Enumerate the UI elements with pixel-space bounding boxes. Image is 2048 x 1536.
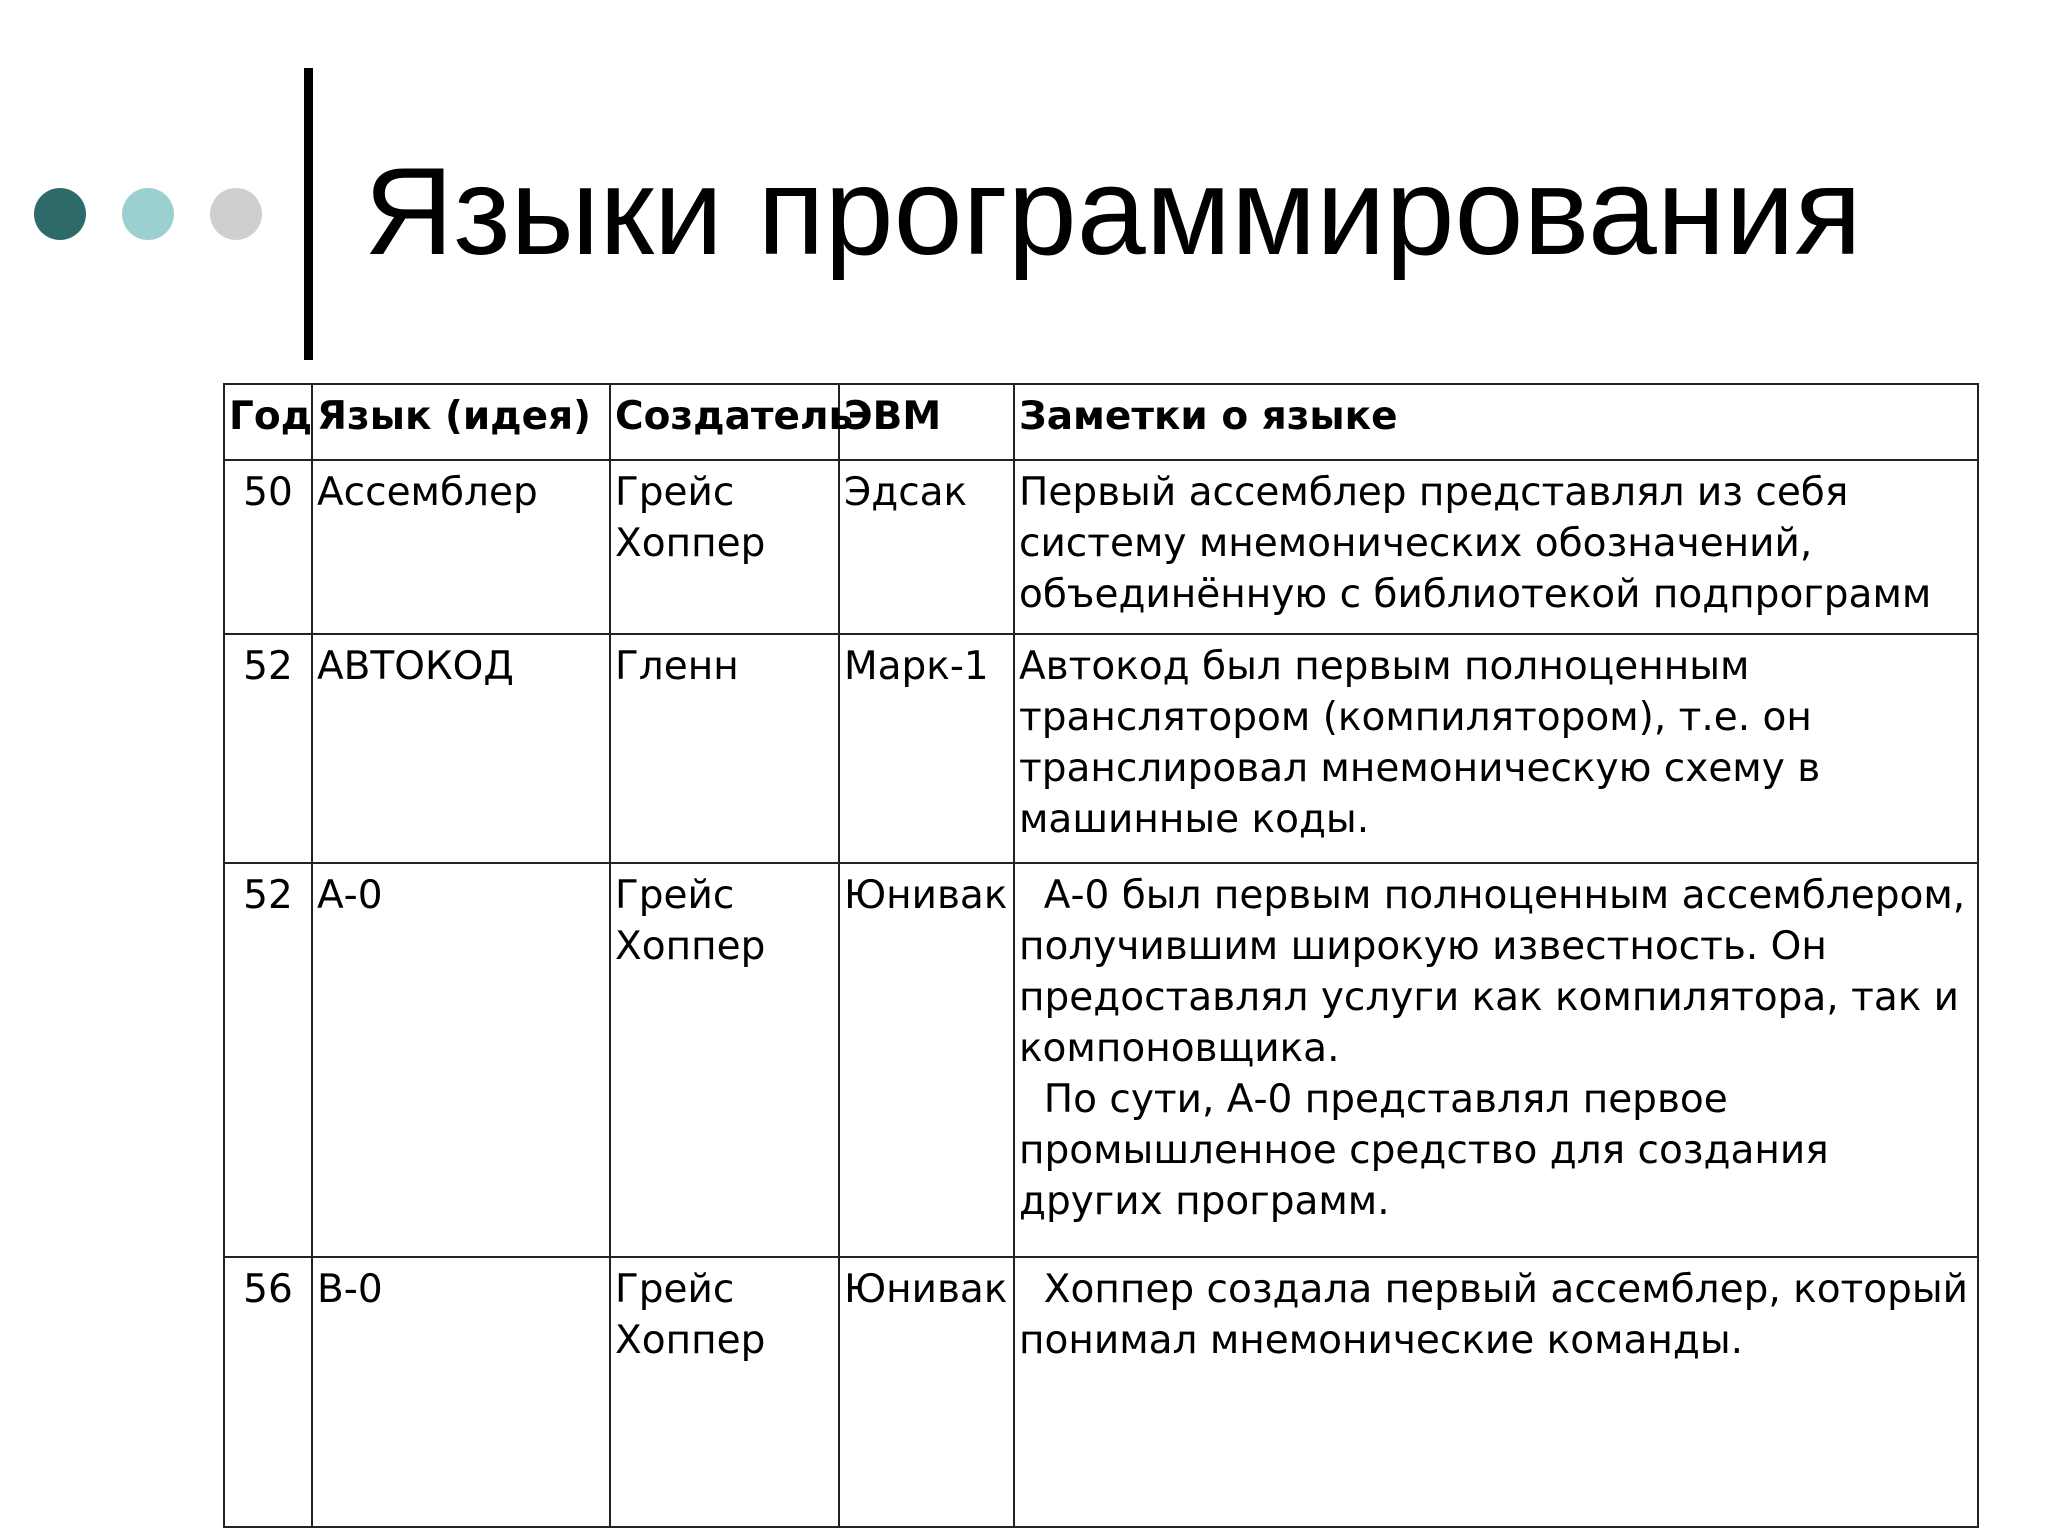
decorative-dots	[34, 188, 262, 240]
dot-gray	[210, 188, 262, 240]
header-computer: ЭВМ	[839, 384, 1014, 460]
table-header-row	[224, 384, 1978, 460]
cell-notes: Автокод был первым полноценным транслятором (компилятором), т.е. он транслировал мнемоническую схему в машинные коды.	[1014, 634, 1978, 863]
cell-computer: Юнивак	[839, 1257, 1014, 1527]
cell-year: 56	[224, 1257, 312, 1527]
dot-dark-teal	[34, 188, 86, 240]
header-creator: Создатель	[610, 384, 839, 460]
cell-creator: Грейс Хоппер	[610, 460, 839, 634]
cell-language: А-0	[312, 863, 610, 1257]
languages-table	[223, 383, 1979, 1528]
cell-year: 50	[224, 460, 312, 634]
cell-language: АВТОКОД	[312, 634, 610, 863]
cell-computer: Эдсак	[839, 460, 1014, 634]
cell-creator: Гленн	[610, 634, 839, 863]
header-language: Язык (идея)	[312, 384, 610, 460]
table-row	[224, 460, 1978, 634]
table-row	[224, 1257, 1978, 1527]
cell-computer: Юнивак	[839, 863, 1014, 1257]
cell-year: 52	[224, 634, 312, 863]
cell-language: В-0	[312, 1257, 610, 1527]
title-divider	[304, 68, 313, 360]
table-row	[224, 634, 1978, 863]
table-row	[224, 863, 1978, 1257]
dot-light-teal	[122, 188, 174, 240]
cell-computer: Марк-1	[839, 634, 1014, 863]
header-notes: Заметки о языке	[1014, 384, 1978, 460]
cell-creator: Грейс Хоппер	[610, 1257, 839, 1527]
cell-year: 52	[224, 863, 312, 1257]
slide-title: Языки программирования	[364, 143, 1862, 281]
cell-notes: Хоппер создала первый ассемблер, который понимал мнемонические команды.	[1014, 1257, 1978, 1527]
cell-language: Ассемблер	[312, 460, 610, 634]
cell-creator: Грейс Хоппер	[610, 863, 839, 1257]
cell-notes: Первый ассемблер представлял из себя систему мнемонических обозначений, объединённую с библиотекой подпрограмм	[1014, 460, 1978, 634]
cell-notes: А-0 был первым полноценным ассемблером, получившим широкую известность. Он предоставлял услуги как компилятора, так и компоновщика. По сути, А-0 представлял первое промышленное средство для создания других программ.	[1014, 863, 1978, 1257]
header-year: Год	[224, 384, 312, 460]
